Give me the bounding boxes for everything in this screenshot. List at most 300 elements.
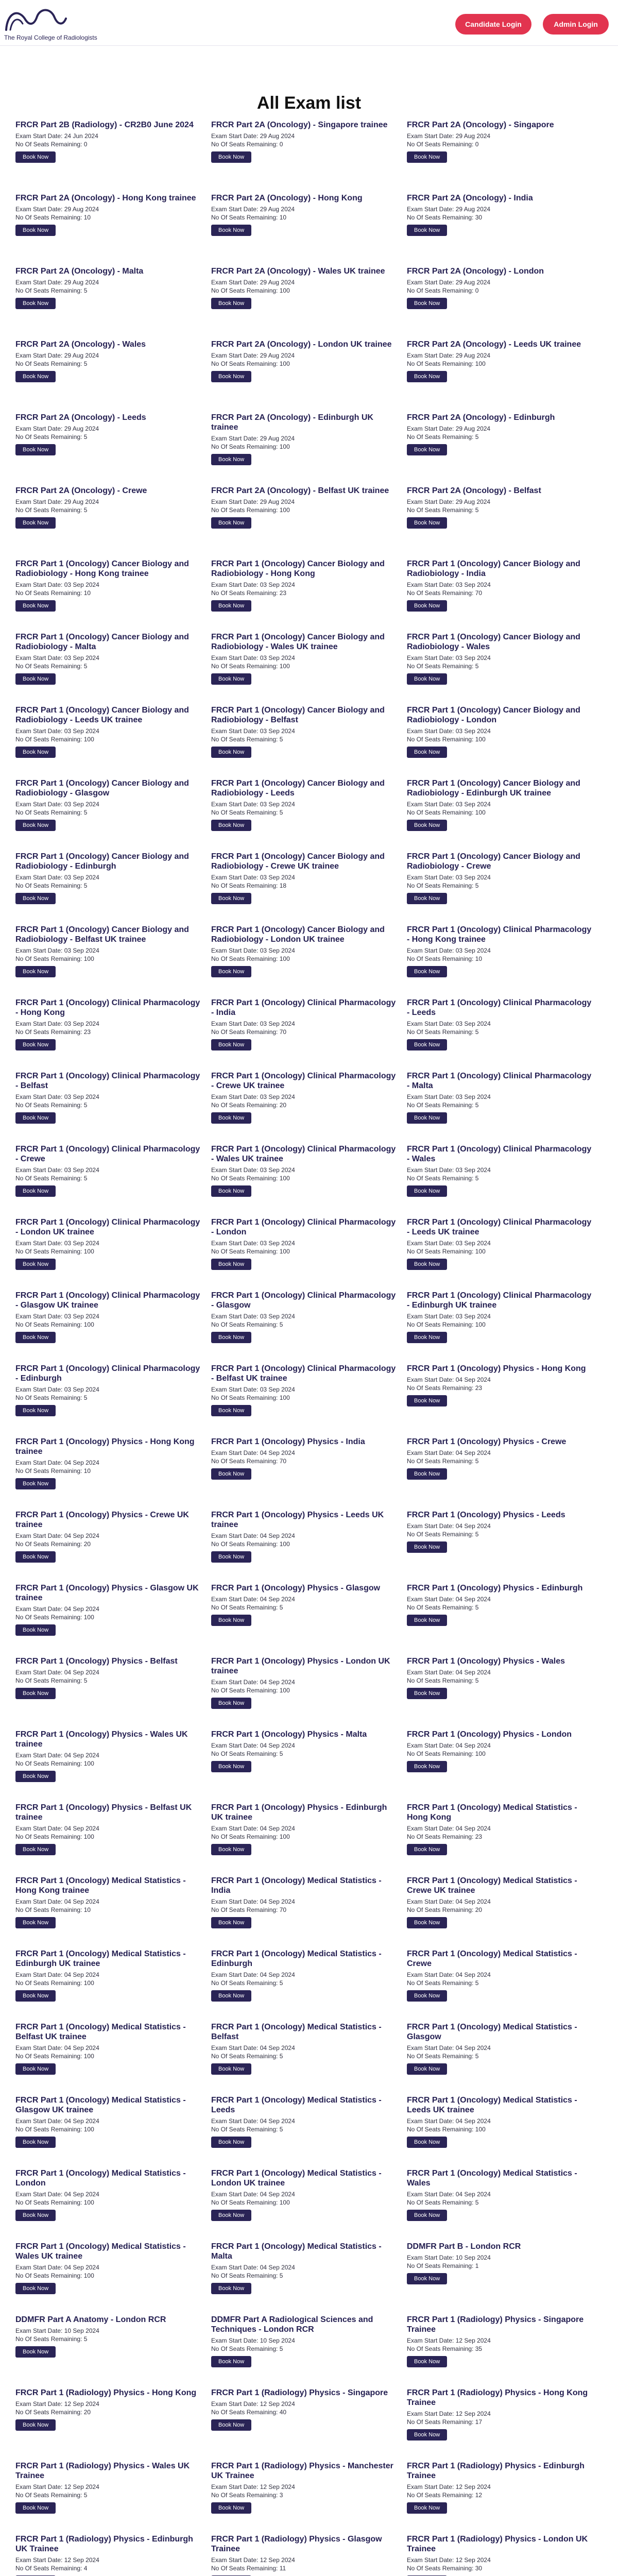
exam-title: FRCR Part 2A (Oncology) - Singapore (407, 121, 554, 129)
exam-start-value: 03 Sep 2024 (64, 1313, 99, 1320)
exam-title: FRCR Part 2A (Oncology) - London (407, 267, 544, 276)
exam-start-value: 29 Aug 2024 (64, 352, 99, 359)
exam-start-value: 29 Aug 2024 (260, 352, 295, 359)
seats-value: 100 (279, 360, 290, 367)
seats-value: 5 (83, 1175, 88, 1182)
seats-label: No Of Seats Remaining: (15, 214, 84, 221)
exam-card (15, 998, 203, 1071)
book-now-button[interactable]: Book Now (407, 1688, 447, 1699)
seats-remaining (211, 140, 399, 148)
book-now-button[interactable]: Book Now (211, 1917, 251, 1928)
exam-start-value: 03 Sep 2024 (260, 801, 295, 808)
book-now-button[interactable]: Book Now (407, 225, 447, 236)
book-now-button[interactable]: Book Now (15, 1478, 56, 1489)
book-now-button[interactable]: Book Now (15, 820, 56, 831)
book-now-button[interactable]: Book Now (407, 1844, 447, 1855)
book-now-button[interactable]: Book Now (15, 2346, 56, 2358)
exam-start-date (15, 581, 203, 589)
book-now-button[interactable]: Book Now (15, 893, 56, 904)
seats-label: No Of Seats Remaining: (407, 736, 475, 743)
seats-label: No Of Seats Remaining: (15, 736, 84, 743)
book-now-button[interactable]: Book Now (407, 2502, 447, 2514)
seats-value: 35 (475, 2345, 483, 2352)
book-now-button[interactable]: Book Now (211, 1698, 251, 1709)
seats-value: 70 (279, 1028, 287, 1036)
exam-start-value: 03 Sep 2024 (455, 1093, 491, 1100)
exam-card (407, 1583, 595, 1656)
seats-label: No Of Seats Remaining: (211, 1394, 280, 1401)
book-now-button[interactable]: Book Now (211, 2063, 251, 2075)
exam-title: FRCR Part 1 (Oncology) Clinical Pharmacology - Leeds UK trainee (407, 1218, 592, 1236)
exam-card (15, 852, 203, 925)
exam-start-label: Exam Start Date: (211, 1596, 260, 1603)
seats-label: No Of Seats Remaining: (15, 882, 84, 889)
exam-start-label: Exam Start Date: (407, 874, 456, 881)
seats-value: 0 (475, 287, 479, 294)
seats-remaining (407, 735, 595, 743)
exam-card (211, 925, 399, 998)
exam-start-date (407, 2117, 595, 2125)
exam-title: FRCR Part 1 (Oncology) Physics - Glasgow UK trainee (15, 1584, 199, 1602)
book-now-button[interactable]: Book Now (407, 1332, 447, 1343)
exam-start-label: Exam Start Date: (15, 2191, 64, 2198)
seats-remaining (15, 2491, 203, 2499)
book-now-button[interactable]: Book Now (211, 225, 251, 236)
exam-title: FRCR Part 1 (Oncology) Cancer Biology and Radiobiology - Leeds UK trainee (15, 706, 189, 724)
seats-label: No Of Seats Remaining: (15, 141, 84, 148)
book-now-button[interactable]: Book Now (211, 2210, 251, 2221)
seats-value: 30 (475, 2565, 483, 2572)
book-now-button[interactable]: Book Now (211, 820, 251, 831)
seats-label: No Of Seats Remaining: (407, 2492, 475, 2499)
book-now-button[interactable]: Book Now (15, 1112, 56, 1124)
exam-title: FRCR Part 1 (Oncology) Medical Statistics - London UK trainee (211, 2169, 382, 2188)
book-now-button[interactable]: Book Now (211, 2419, 251, 2431)
book-now-button[interactable]: Book Now (407, 1468, 447, 1480)
exam-start-date (15, 2327, 203, 2335)
seats-label: No Of Seats Remaining: (407, 2126, 475, 2133)
seats-value: 100 (279, 1175, 290, 1182)
book-now-button[interactable]: Book Now (15, 298, 56, 309)
seats-value: 10 (279, 214, 287, 221)
exam-card (407, 2168, 595, 2242)
seats-remaining (15, 1247, 203, 1256)
exam-title: FRCR Part 1 (Oncology) Cancer Biology and Radiobiology - India (407, 560, 580, 578)
book-now-button[interactable]: Book Now (407, 1615, 447, 1626)
exam-start-value: 04 Sep 2024 (64, 2044, 99, 2052)
exam-card (407, 120, 595, 193)
exam-card (211, 1437, 399, 1510)
exam-start-label: Exam Start Date: (15, 425, 64, 432)
seats-remaining (15, 1906, 203, 1914)
book-now-button[interactable]: Book Now (211, 151, 251, 163)
exam-start-value: 10 Sep 2024 (260, 2337, 295, 2344)
book-now-button[interactable]: Book Now (211, 2137, 251, 2148)
seats-remaining (211, 2491, 399, 2499)
exam-title: FRCR Part 1 (Oncology) Physics - Malta (211, 1730, 367, 1739)
exam-title: FRCR Part 1 (Oncology) Cancer Biology and Radiobiology - Edinburgh UK trainee (407, 779, 580, 798)
book-now-button[interactable]: Book Now (407, 1990, 447, 2002)
book-now-button[interactable]: Book Now (211, 1185, 251, 1197)
exam-card (211, 2242, 399, 2315)
exam-card (407, 340, 595, 413)
book-now-button[interactable]: Book Now (211, 1112, 251, 1124)
book-now-button[interactable]: Book Now (15, 1185, 56, 1197)
seats-remaining (15, 1613, 203, 1621)
book-now-button[interactable]: Book Now (407, 966, 447, 977)
exam-start-date (407, 1449, 595, 1457)
exam-card (211, 1071, 399, 1144)
book-now-button[interactable]: Book Now (211, 2283, 251, 2294)
seats-remaining (407, 2125, 595, 2133)
exam-start-date (15, 498, 203, 506)
exam-title: FRCR Part 1 (Oncology) Cancer Biology and Radiobiology - Crewe (407, 852, 580, 871)
book-now-button[interactable]: Book Now (15, 151, 56, 163)
exam-start-date (211, 1741, 399, 1750)
exam-start-value: 04 Sep 2024 (455, 1376, 491, 1383)
seats-remaining (15, 2335, 203, 2343)
exam-start-date (407, 2253, 595, 2262)
seats-value: 5 (475, 882, 479, 889)
book-now-button[interactable]: Book Now (15, 1624, 56, 1636)
seats-remaining (15, 1101, 203, 1109)
exam-start-value: 12 Sep 2024 (455, 2556, 491, 2564)
exam-start-value: 03 Sep 2024 (455, 1240, 491, 1247)
exam-start-value: 29 Aug 2024 (455, 498, 491, 505)
seats-remaining (407, 1101, 595, 1109)
book-now-button[interactable]: Book Now (407, 1259, 447, 1270)
exam-start-date (407, 278, 595, 286)
seats-value: 5 (279, 1604, 283, 1611)
book-now-button[interactable]: Book Now (15, 1039, 56, 1050)
exam-title: FRCR Part 2A (Oncology) - Edinburgh (407, 413, 555, 422)
exam-start-value: 03 Sep 2024 (455, 874, 491, 881)
seats-label: No Of Seats Remaining: (407, 1458, 475, 1465)
seats-label: No Of Seats Remaining: (15, 1394, 84, 1401)
exam-start-date (211, 654, 399, 662)
book-now-button[interactable]: Book Now (407, 371, 447, 382)
book-now-button[interactable]: Book Now (407, 151, 447, 163)
book-now-button[interactable]: Book Now (407, 1039, 447, 1050)
exam-title: FRCR Part 1 (Oncology) Medical Statistics - Hong Kong trainee (15, 1876, 186, 1895)
seats-label: No Of Seats Remaining: (15, 809, 84, 816)
seats-label: No Of Seats Remaining: (407, 882, 475, 889)
book-now-button[interactable]: Book Now (211, 454, 251, 465)
exam-card (407, 2022, 595, 2095)
book-now-button[interactable]: Book Now (407, 1185, 447, 1197)
seats-remaining (211, 1320, 399, 1329)
exam-start-label: Exam Start Date: (211, 2191, 260, 2198)
book-now-button[interactable]: Book Now (211, 298, 251, 309)
exam-start-value: 03 Sep 2024 (260, 1386, 295, 1393)
book-now-button[interactable]: Book Now (211, 2356, 251, 2367)
book-now-button[interactable]: Book Now (211, 1405, 251, 1416)
exam-start-label: Exam Start Date: (211, 2483, 260, 2490)
seats-remaining (15, 213, 203, 222)
book-now-button[interactable]: Book Now (15, 1990, 56, 2002)
seats-label: No Of Seats Remaining: (407, 1101, 475, 1109)
exam-start-value: 04 Sep 2024 (260, 1532, 295, 1539)
seats-remaining (211, 1603, 399, 1612)
exam-card (15, 2534, 203, 2576)
exam-card (407, 1437, 595, 1510)
seats-value: 100 (475, 1750, 486, 1757)
exam-card (407, 2534, 595, 2576)
book-now-button[interactable]: Book Now (15, 1551, 56, 1563)
seats-label: No Of Seats Remaining: (211, 1979, 280, 1987)
book-now-button[interactable]: Book Now (407, 893, 447, 904)
seats-label: No Of Seats Remaining: (15, 1833, 84, 1840)
seats-label: No Of Seats Remaining: (15, 1028, 84, 1036)
seats-remaining (407, 1750, 595, 1758)
exam-start-value: 04 Sep 2024 (455, 1898, 491, 1905)
book-now-button[interactable]: Book Now (15, 517, 56, 529)
seats-value: 5 (475, 1531, 479, 1538)
exam-card (407, 1364, 595, 1437)
exam-start-value: 04 Sep 2024 (64, 1605, 99, 1613)
book-now-button[interactable]: Book Now (15, 225, 56, 236)
seats-remaining (15, 2408, 203, 2416)
exam-start-value: 10 Sep 2024 (64, 2327, 99, 2334)
seats-value: 100 (83, 1614, 94, 1621)
exam-start-label: Exam Start Date: (407, 1742, 456, 1749)
exam-title: FRCR Part 1 (Oncology) Physics - Hong Kong (407, 1364, 586, 1373)
book-now-button[interactable]: Book Now (407, 2063, 447, 2075)
exam-card (407, 1876, 595, 1949)
exam-card (407, 1730, 595, 1803)
book-now-button[interactable]: Book Now (211, 517, 251, 529)
book-now-button[interactable]: Book Now (211, 371, 251, 382)
book-now-button[interactable]: Book Now (15, 444, 56, 455)
exam-card (211, 1217, 399, 1291)
book-now-button[interactable]: Book Now (15, 600, 56, 612)
book-now-button[interactable]: Book Now (407, 2356, 447, 2367)
book-now-button[interactable]: Book Now (407, 2273, 447, 2284)
book-now-button[interactable]: Book Now (211, 1844, 251, 1855)
exam-start-value: 04 Sep 2024 (64, 2117, 99, 2125)
exam-start-date (211, 1824, 399, 1833)
book-now-button[interactable]: Book Now (407, 1112, 447, 1124)
book-now-button[interactable]: Book Now (15, 1771, 56, 1782)
exam-start-date (15, 727, 203, 735)
seats-remaining (407, 1676, 595, 1685)
book-now-button[interactable]: Book Now (15, 371, 56, 382)
exam-start-date (15, 2556, 203, 2564)
book-now-button[interactable]: Book Now (407, 1541, 447, 1553)
exam-card (211, 778, 399, 852)
seats-remaining (407, 286, 595, 295)
exam-start-date (15, 2483, 203, 2491)
seats-label: No Of Seats Remaining: (15, 589, 84, 597)
seats-value: 100 (83, 955, 94, 962)
seats-remaining (15, 1320, 203, 1329)
seats-value: 5 (279, 1979, 283, 1987)
book-now-button[interactable]: Book Now (211, 1468, 251, 1480)
exam-start-date (15, 425, 203, 433)
exam-start-date (15, 1093, 203, 1101)
book-now-button[interactable]: Book Now (407, 1395, 447, 1406)
book-now-button[interactable]: Book Now (211, 966, 251, 977)
book-now-button[interactable]: Book Now (15, 2502, 56, 2514)
exam-title: FRCR Part 1 (Oncology) Physics - Hong Kong trainee (15, 1437, 195, 1456)
exam-start-label: Exam Start Date: (211, 1313, 260, 1320)
book-now-button[interactable]: Book Now (15, 1405, 56, 1416)
book-now-button[interactable]: Book Now (211, 1259, 251, 1270)
exam-card (211, 193, 399, 266)
exam-title: FRCR Part 1 (Oncology) Clinical Pharmacology - Belfast (15, 1072, 200, 1090)
exam-start-date (211, 2336, 399, 2345)
book-now-button[interactable]: Book Now (15, 966, 56, 977)
exam-card (407, 2242, 595, 2315)
exam-start-date (211, 1897, 399, 1906)
exam-start-label: Exam Start Date: (15, 352, 64, 359)
book-now-button[interactable]: Book Now (15, 1917, 56, 1928)
exam-start-label: Exam Start Date: (15, 1898, 64, 1905)
exam-start-date (407, 351, 595, 360)
exam-start-value: 04 Sep 2024 (64, 1971, 99, 1978)
book-now-button[interactable]: Book Now (407, 673, 447, 685)
seats-label: No Of Seats Remaining: (407, 2262, 475, 2269)
book-now-button[interactable]: Book Now (407, 444, 447, 455)
exam-card (211, 486, 399, 559)
exam-card (211, 1876, 399, 1949)
book-now-button[interactable]: Book Now (211, 1761, 251, 1772)
book-now-button[interactable]: Book Now (211, 1990, 251, 2002)
exam-start-date (15, 1751, 203, 1759)
exam-card (211, 1364, 399, 1437)
book-now-button[interactable]: Book Now (15, 2137, 56, 2148)
seats-remaining (15, 360, 203, 368)
book-now-button[interactable]: Book Now (407, 1761, 447, 1772)
exam-card (407, 632, 595, 705)
book-now-button[interactable]: Book Now (407, 820, 447, 831)
book-now-button[interactable]: Book Now (15, 1844, 56, 1855)
seats-value: 5 (83, 360, 88, 367)
exam-start-date (211, 800, 399, 808)
seats-remaining (407, 589, 595, 597)
exam-start-date (407, 1668, 595, 1676)
exam-start-value: 04 Sep 2024 (455, 2191, 491, 2198)
exam-start-value: 03 Sep 2024 (64, 947, 99, 954)
exam-start-value: 03 Sep 2024 (64, 1093, 99, 1100)
exam-start-label: Exam Start Date: (15, 947, 64, 954)
exam-start-date (211, 1093, 399, 1101)
seats-remaining (407, 2564, 595, 2572)
book-now-button[interactable]: Book Now (211, 747, 251, 758)
seats-label: No Of Seats Remaining: (211, 214, 280, 221)
exam-title: FRCR Part 1 (Oncology) Physics - Wales (407, 1657, 565, 1666)
seats-label: No Of Seats Remaining: (407, 506, 475, 514)
book-now-button[interactable]: Book Now (15, 1259, 56, 1270)
seats-label: No Of Seats Remaining: (15, 1677, 84, 1684)
exam-start-date (211, 2556, 399, 2564)
exam-card (15, 2022, 203, 2095)
exam-start-label: Exam Start Date: (211, 2556, 260, 2564)
book-now-button[interactable]: Book Now (407, 2137, 447, 2148)
exam-start-date (407, 727, 595, 735)
book-now-button[interactable]: Book Now (211, 2502, 251, 2514)
seats-value: 100 (83, 736, 94, 743)
seats-label: No Of Seats Remaining: (15, 2053, 84, 2060)
exam-start-date (15, 1239, 203, 1247)
seats-remaining (211, 1457, 399, 1465)
exam-start-date (407, 1971, 595, 1979)
exam-start-label: Exam Start Date: (211, 2044, 260, 2052)
exam-start-value: 04 Sep 2024 (64, 1459, 99, 1466)
exam-card (211, 340, 399, 413)
seats-label: No Of Seats Remaining: (211, 287, 280, 294)
seats-label: No Of Seats Remaining: (407, 1677, 475, 1684)
book-now-button[interactable]: Book Now (15, 1332, 56, 1343)
seats-label: No Of Seats Remaining: (407, 1531, 475, 1538)
seats-value: 5 (475, 1677, 479, 1684)
candidate-login-button[interactable]: Candidate Login (455, 14, 531, 35)
book-now-button[interactable]: Book Now (211, 1332, 251, 1343)
exam-title: DDMFR Part A Radiological Sciences and Techniques - London RCR (211, 2315, 373, 2334)
exam-title: FRCR Part 1 (Oncology) Clinical Pharmacology - London UK trainee (15, 1218, 200, 1236)
exam-start-date (15, 1971, 203, 1979)
book-now-button[interactable]: Book Now (407, 2210, 447, 2221)
exam-card (407, 1510, 595, 1583)
book-now-button[interactable]: Book Now (407, 1917, 447, 1928)
seats-label: No Of Seats Remaining: (211, 1540, 280, 1548)
exam-start-label: Exam Start Date: (407, 727, 456, 735)
seats-remaining (407, 433, 595, 441)
exam-start-label: Exam Start Date: (407, 1093, 456, 1100)
exam-title: FRCR Part 1 (Oncology) Cancer Biology and Radiobiology - Belfast (211, 706, 385, 724)
admin-login-button[interactable]: Admin Login (543, 14, 609, 35)
book-now-button[interactable]: Book Now (211, 1039, 251, 1050)
seats-remaining (15, 955, 203, 963)
exam-start-value: 03 Sep 2024 (260, 581, 295, 588)
book-now-button[interactable]: Book Now (211, 893, 251, 904)
seats-value: 100 (83, 2126, 94, 2133)
seats-label: No Of Seats Remaining: (15, 1906, 84, 1913)
exam-start-label: Exam Start Date: (211, 1532, 260, 1539)
exam-start-value: 03 Sep 2024 (455, 1313, 491, 1320)
book-now-button[interactable]: Book Now (407, 298, 447, 309)
book-now-button[interactable]: Book Now (407, 747, 447, 758)
rcr-logo[interactable] (4, 3, 97, 44)
book-now-button[interactable]: Book Now (211, 1551, 251, 1563)
book-now-button[interactable]: Book Now (407, 2429, 447, 2441)
seats-value: 5 (475, 1101, 479, 1109)
book-now-button[interactable]: Book Now (15, 1688, 56, 1699)
book-now-button[interactable]: Book Now (211, 1615, 251, 1626)
exam-title: FRCR Part 1 (Oncology) Cancer Biology and Radiobiology - Wales UK trainee (211, 633, 385, 651)
seats-label: No Of Seats Remaining: (15, 2565, 84, 2572)
exam-start-label: Exam Start Date: (407, 1596, 456, 1603)
book-now-button[interactable]: Book Now (211, 600, 251, 612)
book-now-button[interactable]: Book Now (407, 600, 447, 612)
seats-label: No Of Seats Remaining: (211, 2199, 280, 2206)
seats-label: No Of Seats Remaining: (15, 2126, 84, 2133)
book-now-button[interactable]: Book Now (15, 2063, 56, 2075)
seats-value: 0 (279, 141, 283, 148)
exam-start-value: 29 Aug 2024 (455, 206, 491, 213)
book-now-button[interactable]: Book Now (15, 2419, 56, 2431)
exam-card (407, 925, 595, 998)
book-now-button[interactable]: Book Now (211, 673, 251, 685)
seats-remaining (211, 735, 399, 743)
book-now-button[interactable]: Book Now (15, 673, 56, 685)
book-now-button[interactable]: Book Now (15, 2283, 56, 2294)
exam-start-value: 03 Sep 2024 (260, 1240, 295, 1247)
book-now-button[interactable]: Book Now (15, 747, 56, 758)
book-now-button[interactable]: Book Now (407, 517, 447, 529)
book-now-button[interactable]: Book Now (15, 2210, 56, 2221)
exam-start-date (211, 727, 399, 735)
